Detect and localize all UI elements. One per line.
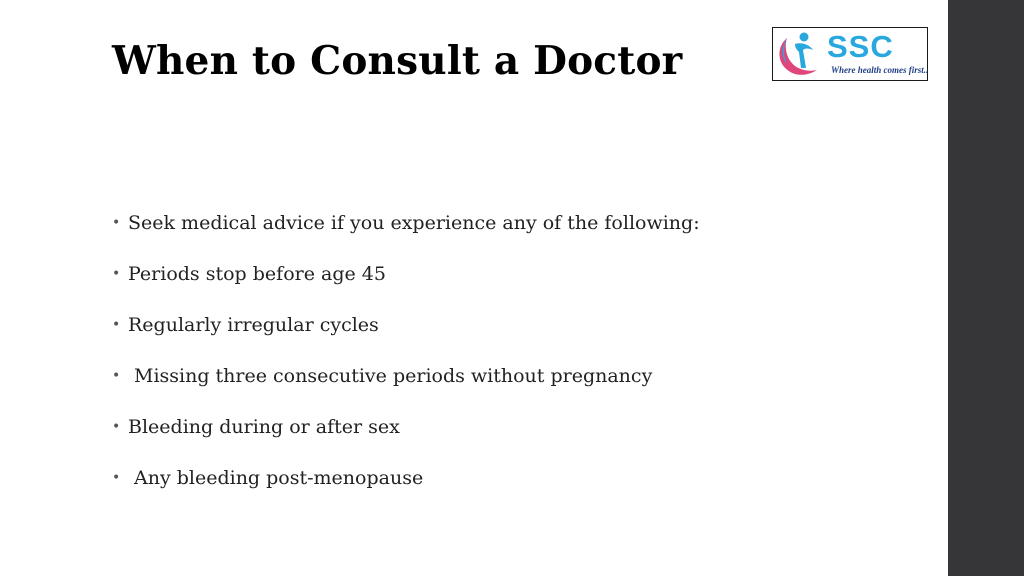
bullet-text: Any bleeding post-menopause	[134, 467, 424, 489]
bullet-marker: •	[112, 368, 121, 384]
bullet-text: Seek medical advice if you experience any of the following:	[128, 212, 700, 234]
bullet-marker: •	[112, 470, 121, 486]
logo-tagline: Where health comes first..	[831, 65, 929, 75]
ssc-logo	[772, 27, 928, 81]
bullet-item	[112, 359, 700, 410]
bullet-text: Missing three consecutive periods without pregnancy	[134, 365, 653, 387]
bullet-text: Regularly irregular cycles	[128, 314, 379, 336]
logo-wordmark: SSC	[827, 29, 894, 64]
side-accent-bar	[948, 0, 1024, 576]
bullet-item	[112, 257, 700, 308]
bullet-item	[112, 461, 700, 512]
bullet-text: Bleeding during or after sex	[128, 416, 400, 438]
bullet-list	[112, 206, 700, 512]
bullet-item	[112, 410, 700, 461]
bullet-marker: •	[112, 419, 121, 435]
bullet-item	[112, 206, 700, 257]
bullet-marker: •	[112, 266, 121, 282]
bullet-item	[112, 308, 700, 359]
bullet-text: Periods stop before age 45	[128, 263, 386, 285]
slide-title: When to Consult a Doctor	[112, 38, 683, 84]
logo-figure-icon	[773, 28, 827, 80]
bullet-marker: •	[112, 215, 121, 231]
bullet-marker: •	[112, 317, 121, 333]
